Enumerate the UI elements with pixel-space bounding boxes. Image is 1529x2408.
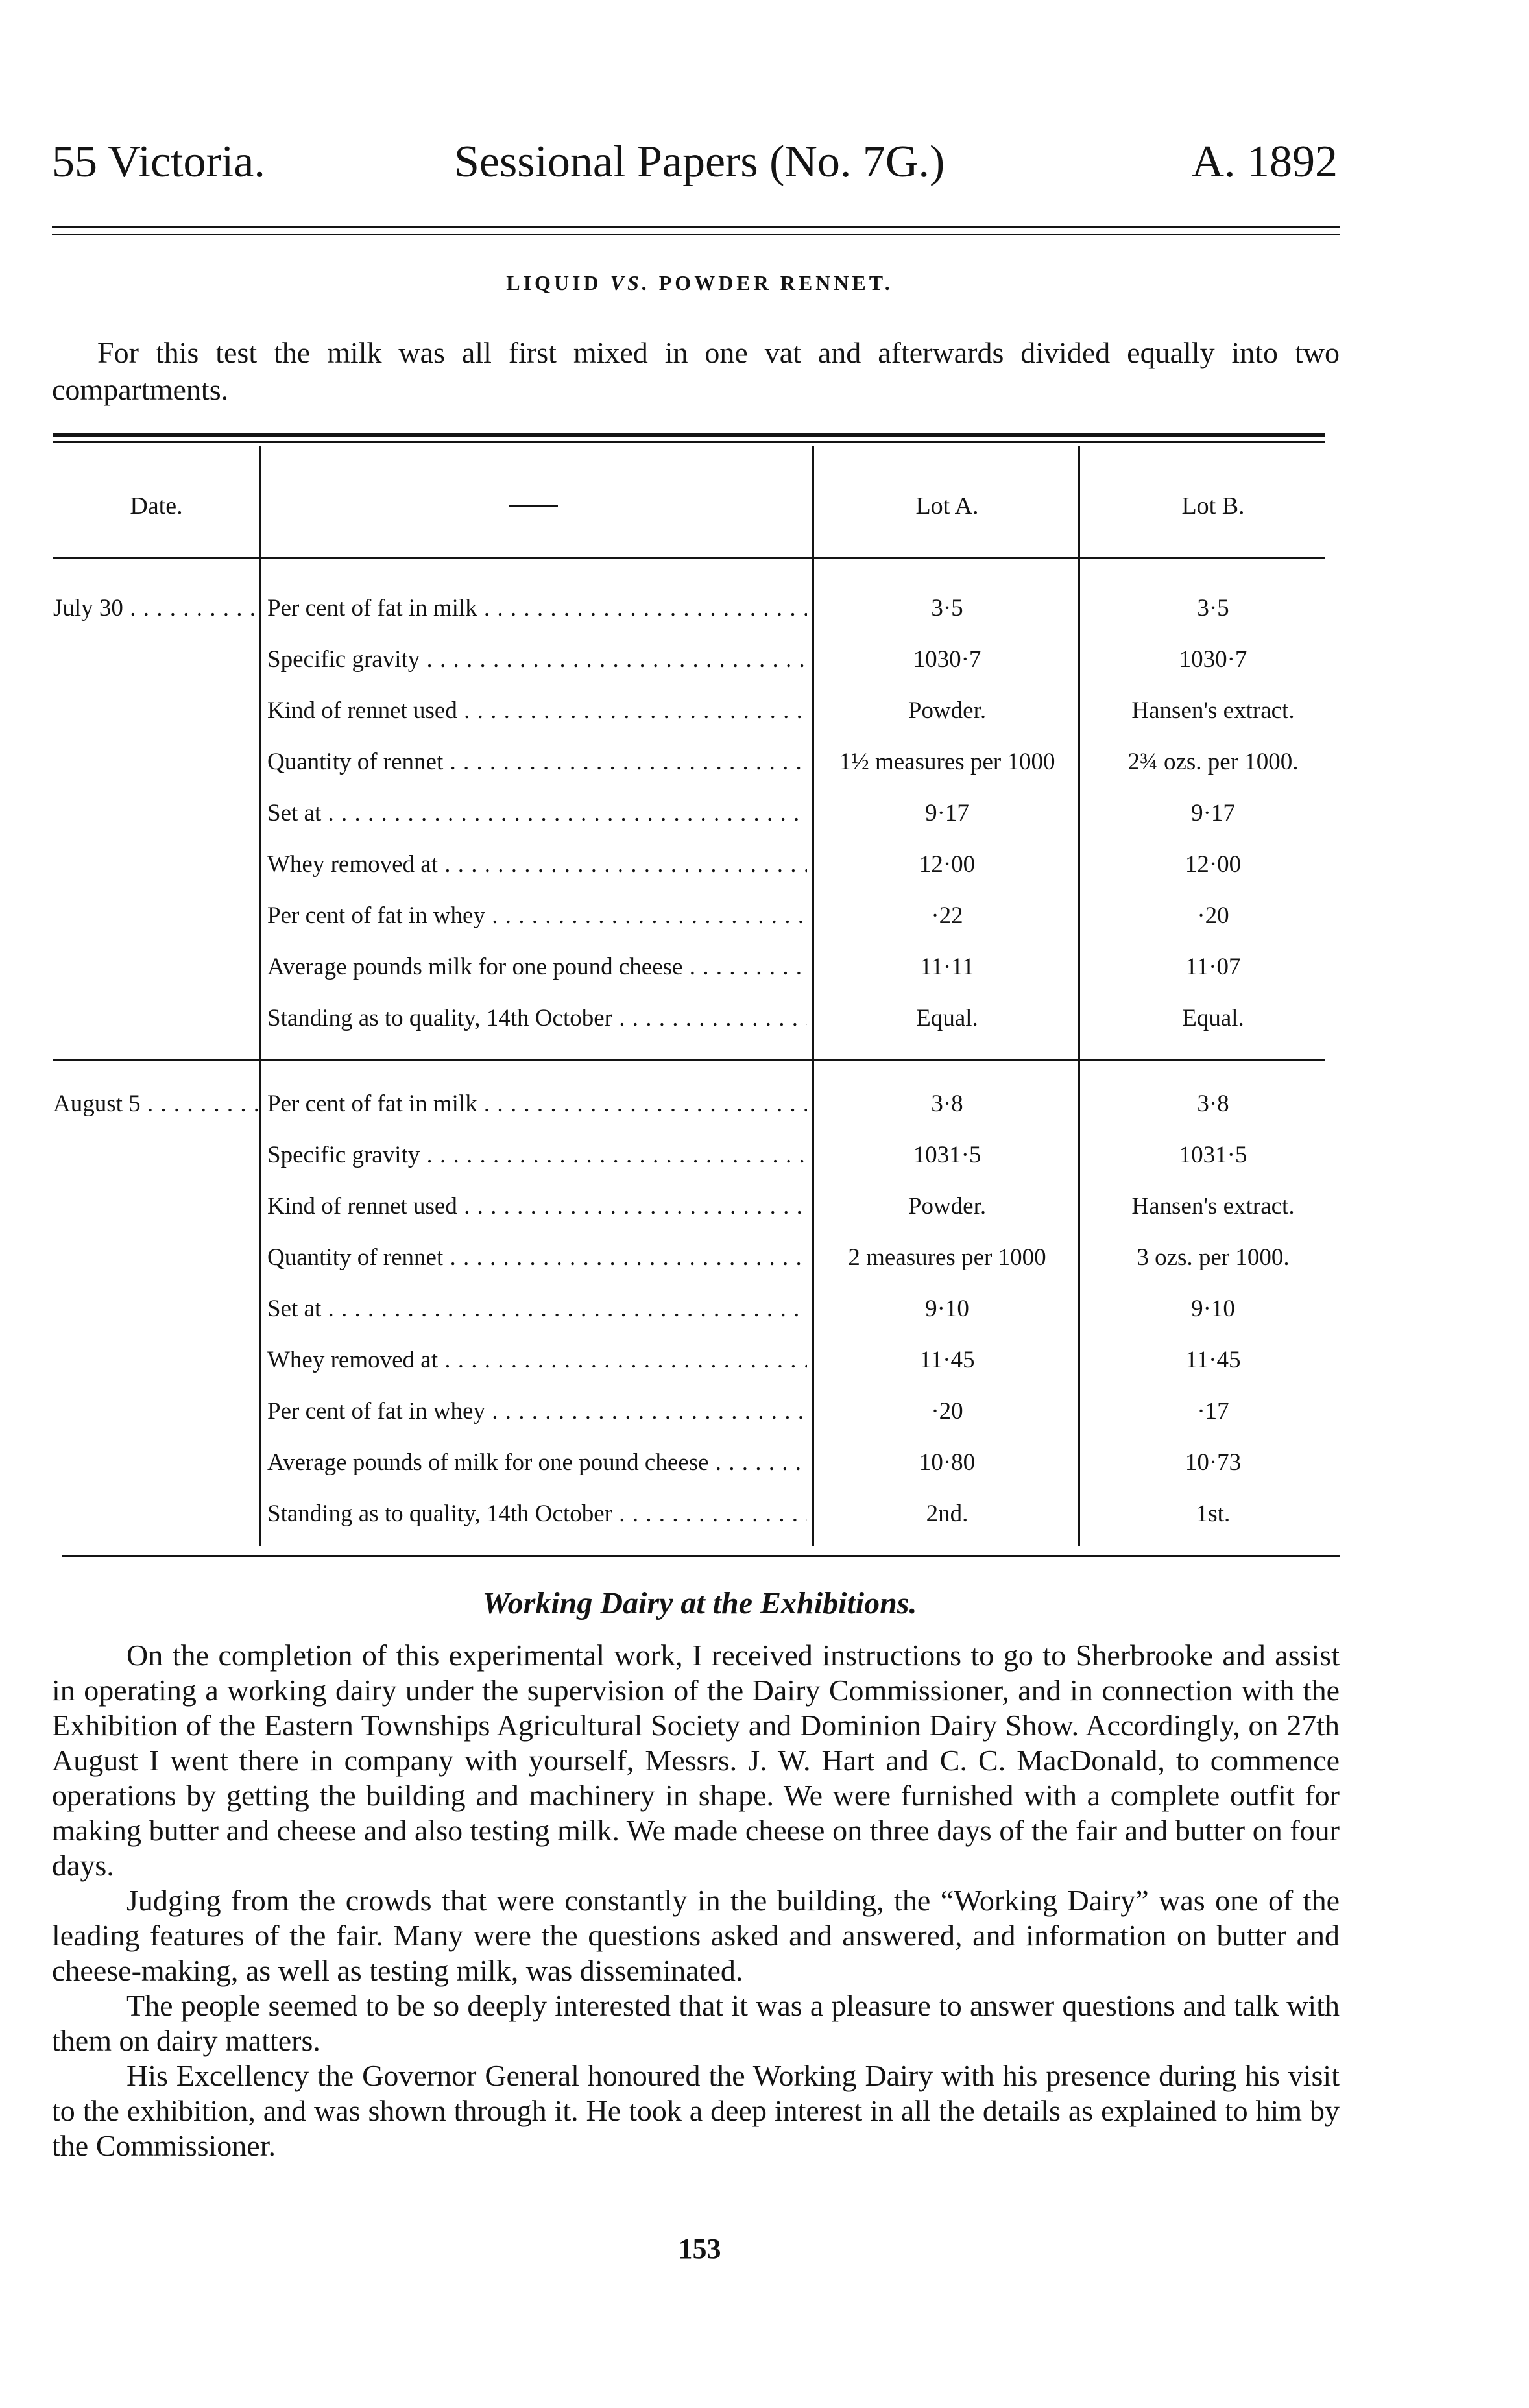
col-header-lot-b: Lot B.	[1181, 492, 1245, 520]
lot-a-value: 9·17	[925, 800, 969, 826]
table-row	[0, 1088, 1399, 1140]
lot-a-value: 3·5	[931, 595, 963, 621]
lot-a-value: 2 measures per 1000	[848, 1244, 1046, 1271]
lot-b-value: 3·8	[1197, 1090, 1229, 1117]
lot-a-value: 11·11	[920, 954, 974, 980]
table-row	[0, 849, 1399, 900]
row-label: Quantity of rennet . . .	[267, 746, 807, 778]
table-row	[0, 797, 1399, 849]
row-label: Set at . . .	[267, 797, 807, 830]
table-header-rule	[53, 557, 1325, 559]
section-intro: For this test the milk was all first mixed in one vat and afterwards divided equally into two compartments.	[52, 336, 1340, 406]
lot-a-value: 10·80	[919, 1449, 976, 1476]
section-title-powder-rennet: POWDER RENNET.	[658, 271, 893, 295]
page-number: 153	[678, 2233, 721, 2265]
row-label: Per cent of fat in whey . . .	[267, 900, 807, 932]
row-label: Whey removed at . . .	[267, 849, 807, 881]
row-label: Specific gravity . . .	[267, 1139, 807, 1172]
lot-a-value: 1½ measures per 1000	[839, 749, 1055, 775]
lot-a-value: 1030·7	[913, 646, 981, 673]
lot-a-value: Powder.	[908, 1193, 987, 1220]
lot-b-value: 3·5	[1197, 595, 1229, 621]
lot-a-value: Powder.	[908, 697, 987, 724]
lot-a-value: 3·8	[931, 1090, 963, 1117]
lot-b-value: 10·73	[1185, 1449, 1242, 1476]
table-row	[0, 1498, 1399, 1550]
group-date: August 5 . . .	[53, 1088, 259, 1120]
table-row	[0, 592, 1399, 644]
row-label: Set at . . .	[267, 1293, 807, 1325]
row-label: Standing as to quality, 14th October . . .	[267, 1002, 807, 1035]
header-sessional-papers: Sessional Papers (No. 7G.)	[454, 137, 945, 187]
row-label: Per cent of fat in milk . . .	[267, 592, 807, 625]
table-row	[0, 1242, 1399, 1294]
table-row	[0, 1190, 1399, 1242]
lot-b-value: 1030·7	[1179, 646, 1247, 673]
row-label: Average pounds milk for one pound cheese . . .	[267, 951, 807, 983]
lot-b-value: Hansen's extract.	[1131, 1193, 1295, 1220]
lot-b-value: 1031·5	[1179, 1142, 1247, 1168]
lot-b-value: 9·10	[1191, 1295, 1235, 1322]
table-row	[0, 695, 1399, 747]
section-title-liquid: LIQUID	[506, 271, 602, 295]
col-header-item-dash	[509, 505, 558, 507]
col-header-date: Date.	[130, 492, 183, 520]
row-label: Kind of rennet used . . .	[267, 695, 807, 727]
row-label: Average pounds of milk for one pound cheese . . .	[267, 1447, 807, 1479]
table-row	[0, 1344, 1399, 1396]
row-label: Standing as to quality, 14th October . . .	[267, 1498, 807, 1530]
lot-b-value: 1st.	[1196, 1500, 1231, 1527]
lot-b-value: ·20	[1197, 902, 1229, 929]
row-label: Per cent of fat in whey . . .	[267, 1395, 807, 1428]
lot-b-value: 3 ozs. per 1000.	[1137, 1244, 1290, 1271]
row-label: Quantity of rennet . . .	[267, 1242, 807, 1274]
section-title-vs: VS.	[610, 271, 651, 295]
row-label: Kind of rennet used . . .	[267, 1190, 807, 1223]
lot-b-value: 11·07	[1185, 954, 1241, 980]
paragraph: Judging from the crowds that were constantly in the building, the “Working Dairy” was one of the leading features of the fair. Many were the questions asked and answered, and information on butter and cheese-making, as well as testing milk, was disseminated.	[52, 1884, 1340, 1987]
lot-b-value: 2¾ ozs. per 1000.	[1127, 749, 1299, 775]
row-label: Per cent of fat in milk . . .	[267, 1088, 807, 1120]
lot-b-value: Equal.	[1182, 1005, 1244, 1031]
lot-b-value: 11·45	[1185, 1347, 1241, 1373]
row-label: Whey removed at . . .	[267, 1344, 807, 1377]
table-row	[0, 951, 1399, 1003]
table-row	[0, 1447, 1399, 1499]
lot-a-value: 11·45	[919, 1347, 975, 1373]
table-row	[0, 1293, 1399, 1345]
lot-b-value: Hansen's extract.	[1131, 697, 1295, 724]
table-row	[0, 900, 1399, 952]
table-row	[0, 1002, 1399, 1054]
table-group-rule	[53, 1059, 1325, 1061]
table-row	[0, 644, 1399, 695]
lot-a-value: 1031·5	[913, 1142, 981, 1168]
paragraph: The people seemed to be so deeply interested that it was a pleasure to answer questions and talk with them on dairy matters.	[52, 1989, 1340, 2057]
table-top-rule-thin	[53, 441, 1325, 443]
subheading-working-dairy: Working Dairy at the Exhibitions.	[482, 1586, 917, 1620]
paragraph: On the completion of this experimental work, I received instructions to go to Sherbrooke and assist in operating a working dairy under the supervision of the Dairy Commissioner, and in connection with the Exhibition of the Eastern Townships Agricultural Society and Dominion Dairy Show. Accordingly, on 27th August I went there in company with yourself, Messrs. J. W. Hart and C. C. MacDonald, to commence operations by getting the building and machinery in shape. We were furnished with a complete outfit for making butter and cheese and also testing milk. We made cheese on three days of the fair and butter on four days.	[52, 1639, 1340, 1882]
lot-a-value: 2nd.	[926, 1500, 969, 1527]
row-label: Specific gravity . . .	[267, 644, 807, 676]
col-header-lot-a: Lot A.	[915, 492, 979, 520]
table-bottom-rule	[62, 1555, 1340, 1557]
lot-b-value: ·17	[1197, 1398, 1229, 1425]
group-date: July 30 . . .	[53, 592, 259, 625]
table-row	[0, 746, 1399, 798]
table-row	[0, 1139, 1399, 1191]
lot-a-value: 12·00	[919, 851, 976, 878]
body-text	[52, 1638, 1340, 2163]
lot-a-value: ·22	[931, 902, 963, 929]
table-top-rule-thick	[53, 433, 1325, 437]
lot-a-value: ·20	[931, 1398, 963, 1425]
table-row	[0, 1395, 1399, 1447]
lot-a-value: Equal.	[916, 1005, 978, 1031]
paragraph: His Excellency the Governor General honoured the Working Dairy with his presence during his visit to the exhibition, and was shown through it. He took a deep interest in all the details as explained to him by the Commissioner.	[52, 2059, 1340, 2162]
header-volume: 55 Victoria.	[52, 137, 265, 187]
lot-b-value: 12·00	[1185, 851, 1242, 878]
header-year: A. 1892	[1191, 137, 1338, 187]
lot-b-value: 9·17	[1191, 800, 1235, 826]
lot-a-value: 9·10	[925, 1295, 969, 1322]
